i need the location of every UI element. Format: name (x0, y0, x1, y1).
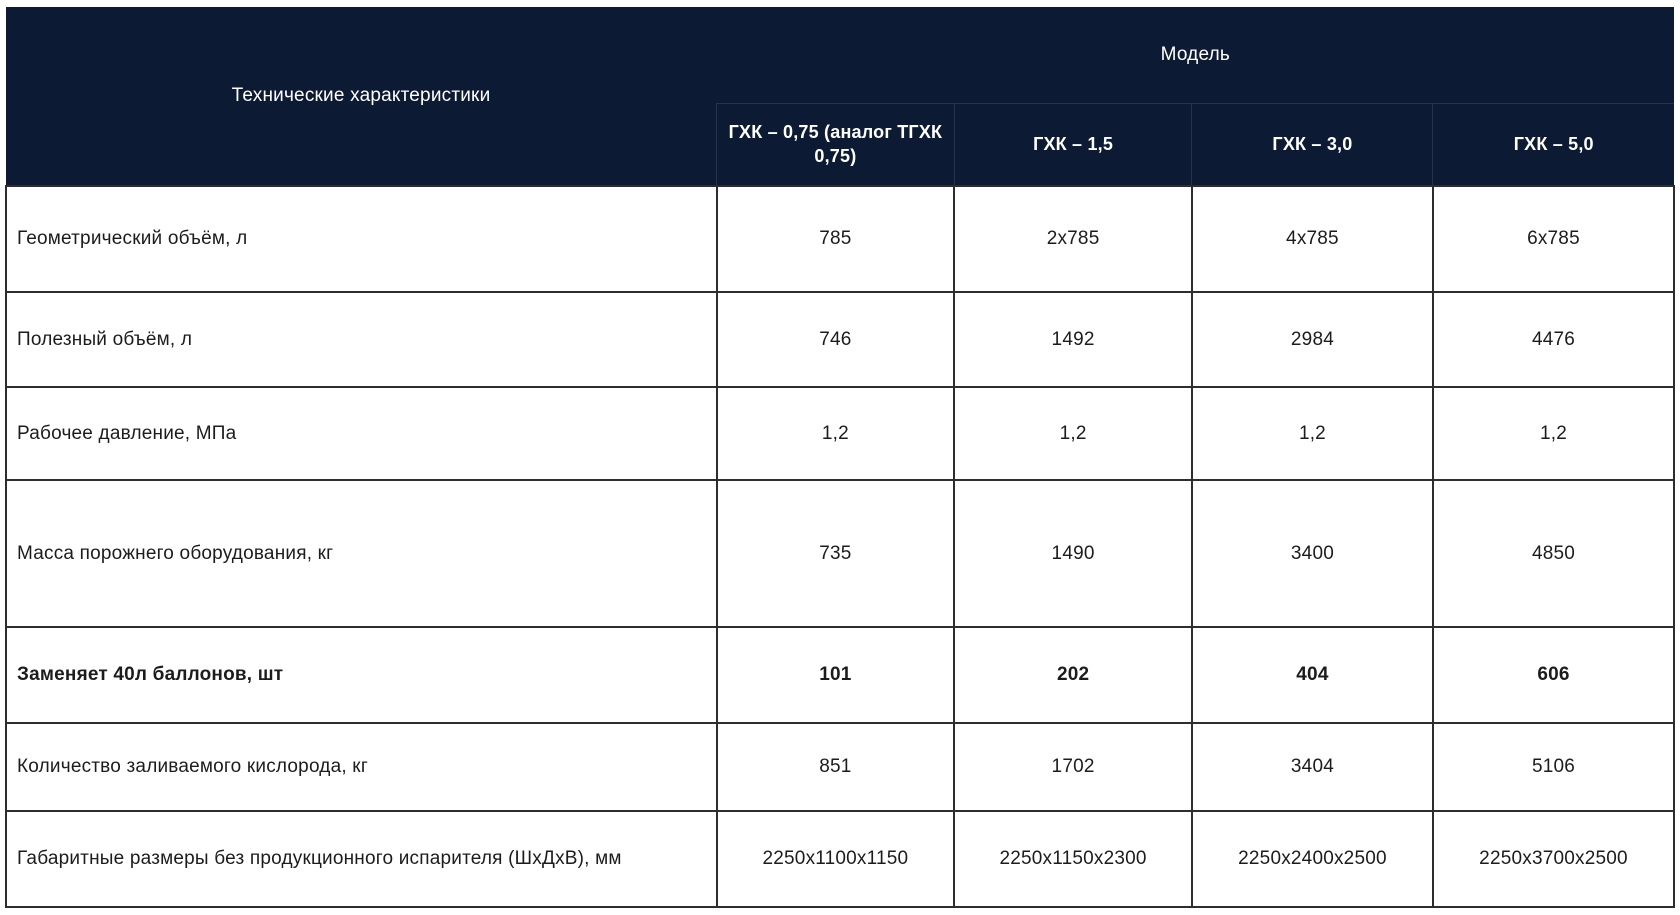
row-label: Заменяет 40л баллонов, шт (6, 627, 717, 723)
table-row-working-pressure (6, 387, 1674, 480)
row-value: 4850 (1433, 480, 1674, 627)
row-value: 1,2 (1192, 387, 1433, 480)
header-cell-model-ghk-50: ГХК – 5,0 (1433, 103, 1674, 186)
row-value: 2250х1100х1150 (717, 811, 955, 907)
table-row-geometric-volume (6, 186, 1674, 292)
table-row-overall-dimensions (6, 811, 1674, 907)
specs-table (5, 7, 1675, 908)
table-row-empty-equipment-mass (6, 480, 1674, 627)
row-value: 5106 (1433, 723, 1674, 811)
row-value: 2х785 (954, 186, 1192, 292)
row-value: 1702 (954, 723, 1192, 811)
row-value: 101 (717, 627, 955, 723)
row-value: 404 (1192, 627, 1433, 723)
specs-table-body (6, 186, 1674, 907)
header-row-model-group (6, 7, 1674, 103)
table-row-oxygen-fill-amount (6, 723, 1674, 811)
row-value: 2250х2400х2500 (1192, 811, 1433, 907)
row-value: 1,2 (1433, 387, 1674, 480)
row-value: 1,2 (717, 387, 955, 480)
row-label: Масса порожнего оборудования, кг (6, 480, 717, 627)
table-row-replaces-cylinders (6, 627, 1674, 723)
header-cell-model-ghk-075: ГХК – 0,75 (аналог ТГХК 0,75) (717, 103, 955, 186)
header-cell-characteristics: Технические характеристики (6, 7, 717, 186)
specs-table-header (6, 7, 1674, 186)
row-value: 2250х3700х2500 (1433, 811, 1674, 907)
header-cell-model-ghk-30: ГХК – 3,0 (1192, 103, 1433, 186)
header-cell-model-ghk-15: ГХК – 1,5 (954, 103, 1192, 186)
row-value: 4х785 (1192, 186, 1433, 292)
row-label: Габаритные размеры без продукционного испарителя (ШхДхВ), мм (6, 811, 717, 907)
row-label: Геометрический объём, л (6, 186, 717, 292)
row-value: 746 (717, 292, 955, 387)
row-value: 2250х1150х2300 (954, 811, 1192, 907)
row-value: 1490 (954, 480, 1192, 627)
row-value: 202 (954, 627, 1192, 723)
row-value: 3404 (1192, 723, 1433, 811)
row-value: 1,2 (954, 387, 1192, 480)
row-label: Рабочее давление, МПа (6, 387, 717, 480)
row-value: 606 (1433, 627, 1674, 723)
row-value: 735 (717, 480, 955, 627)
row-value: 3400 (1192, 480, 1433, 627)
row-value: 2984 (1192, 292, 1433, 387)
row-value: 785 (717, 186, 955, 292)
row-value: 1492 (954, 292, 1192, 387)
row-value: 4476 (1433, 292, 1674, 387)
row-value: 6х785 (1433, 186, 1674, 292)
row-label: Количество заливаемого кислорода, кг (6, 723, 717, 811)
header-cell-model-group: Модель (717, 7, 1674, 103)
table-row-useful-volume (6, 292, 1674, 387)
row-label: Полезный объём, л (6, 292, 717, 387)
row-value: 851 (717, 723, 955, 811)
